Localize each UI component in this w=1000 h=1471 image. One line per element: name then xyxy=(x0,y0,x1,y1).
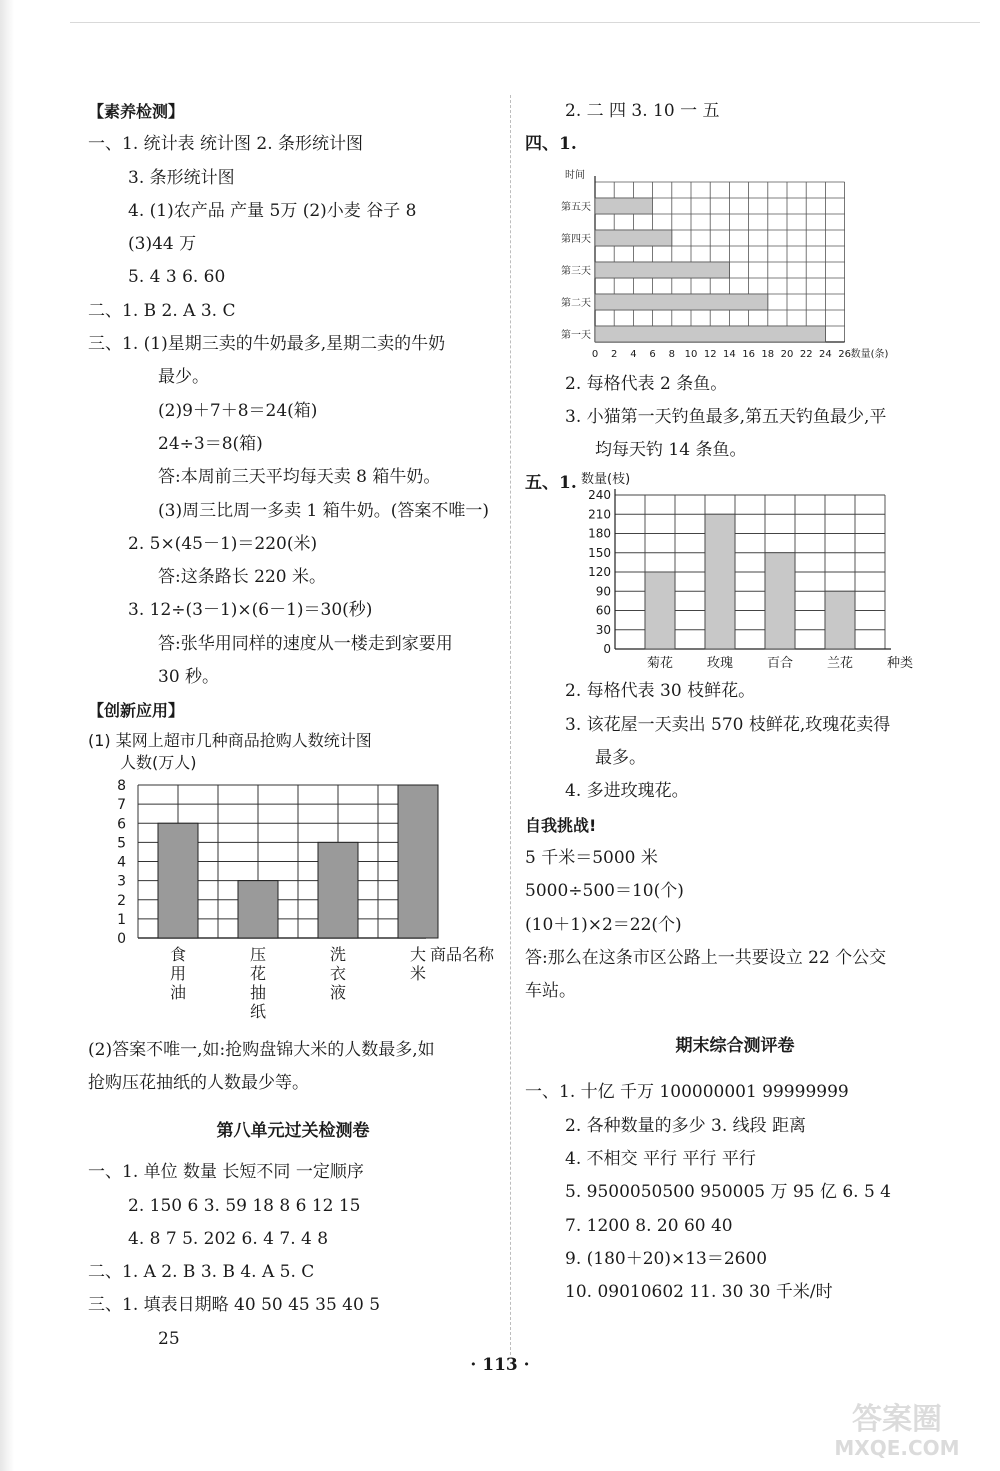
x-tick-label: 玫瑰 xyxy=(706,656,734,672)
x-tick-label-char: 花 xyxy=(249,963,267,983)
answer-line: 【创新应用】 xyxy=(88,701,185,721)
x-tick-label: 兰花 xyxy=(826,656,854,672)
answer-line: 一、1. 单位 数量 长短不同 一定顺序 xyxy=(88,1162,364,1183)
flower-chart xyxy=(525,467,945,675)
right-answers-block-1 xyxy=(525,95,945,162)
page-number: · 113 · xyxy=(470,1355,530,1375)
answer-line: 24÷3＝8(箱) xyxy=(158,433,263,454)
bar-兰花 xyxy=(825,592,855,650)
answer-line: 7. 1200 8. 20 60 40 xyxy=(565,1215,733,1236)
x-tick-label-char: 压 xyxy=(249,944,267,964)
x-axis-label: 种类 xyxy=(887,656,914,672)
answer-line: 最少。 xyxy=(158,367,209,388)
answer-line: (2)9＋7＋8＝24(箱) xyxy=(158,400,318,421)
right-column xyxy=(525,95,945,1310)
answer-line: 三、1. 填表日期略 40 50 45 35 40 5 xyxy=(88,1295,381,1316)
answer-line: 3. 12÷(3－1)×(6－1)＝30(秒) xyxy=(128,600,373,621)
y-tick-label: 8 xyxy=(117,777,126,794)
x-tick-label: 26 xyxy=(838,348,851,360)
y-tick-label: 5 xyxy=(117,835,126,852)
answer-line: 2. 5×(45－1)＝220(米) xyxy=(128,533,318,554)
x-tick-label-char: 洗 xyxy=(329,944,347,964)
left-answers-block-3 xyxy=(88,1156,498,1356)
x-tick-label-char: 油 xyxy=(169,982,187,1002)
answer-line: 30 秒。 xyxy=(158,667,220,688)
answer-line: 4. 不相交 平行 平行 平行 xyxy=(565,1149,756,1170)
y-tick-label: 150 xyxy=(588,546,611,561)
y-tick-label: 240 xyxy=(588,488,611,503)
y-axis-label: 数量(枝) xyxy=(581,472,631,488)
shopping-bar-chart-svg xyxy=(88,728,498,1030)
answer-line: 4. (1)农产品 产量 5万 (2)小麦 谷子 8 xyxy=(128,200,417,221)
answer-line: 2. 150 6 3. 59 18 8 6 12 15 xyxy=(128,1195,361,1216)
y-tick-label: 第三天 xyxy=(561,265,591,277)
answer-line: (3)周三比周一多卖 1 箱牛奶。(答案不唯一) xyxy=(158,500,489,521)
x-tick-label: 10 xyxy=(684,348,698,360)
y-tick-label: 3 xyxy=(117,873,126,890)
right-answers-block-3 xyxy=(525,675,945,1008)
bar-压花抽纸 xyxy=(238,880,278,937)
answer-line: 答:那么在这条市区公路上一共要设立 22 个公交 xyxy=(525,947,887,968)
x-tick-label: 8 xyxy=(668,348,675,360)
x-tick-label: 4 xyxy=(630,348,637,360)
answer-line: 最多。 xyxy=(595,748,646,769)
shopping-chart xyxy=(88,728,498,1030)
y-tick-label: 0 xyxy=(117,930,126,947)
y-tick-label: 4 xyxy=(117,854,126,871)
answer-line: 车站。 xyxy=(525,981,576,1002)
q5-label: 五、1. xyxy=(525,473,577,494)
answer-line: 5. 9500050500 950005 万 95 亿 6. 5 4 xyxy=(565,1182,891,1203)
x-tick-label-char: 米 xyxy=(409,963,427,983)
y-tick-label: 第二天 xyxy=(561,297,591,309)
bar-第四天 xyxy=(595,230,672,246)
top-rule xyxy=(70,22,980,23)
answer-line: 均每天钓 14 条鱼。 xyxy=(595,440,747,461)
x-tick-label: 22 xyxy=(799,348,813,360)
y-tick-label: 第五天 xyxy=(561,201,591,213)
bar-第五天 xyxy=(595,198,653,214)
answer-line: 一、1. 十亿 千万 100000001 99999999 xyxy=(525,1082,849,1103)
answer-line: 一、1. 统计表 统计图 2. 条形统计图 xyxy=(88,134,364,155)
x-tick-label: 6 xyxy=(649,348,656,360)
flower-bar-chart-svg xyxy=(525,467,945,675)
x-tick-label-char: 用 xyxy=(169,963,187,983)
y-tick-label: 0 xyxy=(603,642,611,657)
x-tick-label-char: 大 xyxy=(409,944,427,964)
answer-line: 【素养检测】 xyxy=(88,102,185,121)
scan-edge-shadow xyxy=(0,0,14,1471)
final-exam-title: 期末综合测评卷 xyxy=(675,1036,795,1057)
answer-line: 答:张华用同样的速度从一楼走到家要用 xyxy=(158,633,453,654)
x-tick-label: 24 xyxy=(819,348,832,360)
x-tick-label-char: 食 xyxy=(169,944,187,964)
watermark-logo xyxy=(812,1391,982,1461)
x-tick-label: 12 xyxy=(703,348,717,360)
answer-line: 三、1. (1)星期三卖的牛奶最多,星期二卖的牛奶 xyxy=(88,334,446,355)
answer-line: 答:这条路长 220 米。 xyxy=(158,567,326,588)
answer-line: 四、1. xyxy=(525,134,577,155)
fishing-chart xyxy=(525,162,945,368)
x-tick-label: 20 xyxy=(780,348,794,360)
y-tick-label: 210 xyxy=(588,507,611,522)
answer-line: 二、1. B 2. A 3. C xyxy=(88,300,236,321)
bar-第二天 xyxy=(595,294,768,310)
answer-line: 3. 该花屋一天卖出 570 枝鲜花,玫瑰花卖得 xyxy=(565,714,891,735)
y-tick-label: 7 xyxy=(117,796,126,813)
answer-line: 自我挑战! xyxy=(525,815,597,835)
left-answers-block-2 xyxy=(88,1034,498,1101)
y-tick-label: 1 xyxy=(117,911,126,928)
x-axis-label: 数量(条) xyxy=(850,348,889,360)
answer-line: 抢购压花抽纸的人数最少等。 xyxy=(88,1072,309,1093)
y-tick-label: 6 xyxy=(117,815,126,832)
answer-line: 2. 每格代表 2 条鱼。 xyxy=(565,373,728,394)
answer-line: 25 xyxy=(158,1328,180,1349)
answer-line: 10. 09010602 11. 30 30 千米/时 xyxy=(565,1282,833,1303)
answer-line: 5000÷500＝10(个) xyxy=(525,881,684,902)
answer-line: 答:本周前三天平均每天卖 8 箱牛奶。 xyxy=(158,467,441,488)
bar-第一天 xyxy=(595,326,825,342)
x-tick-label: 2 xyxy=(611,348,618,360)
y-tick-label: 180 xyxy=(588,526,611,541)
y-tick-label: 120 xyxy=(588,565,611,580)
x-tick-label: 0 xyxy=(591,348,599,360)
left-column xyxy=(88,95,498,1356)
bar-百合 xyxy=(765,553,795,649)
x-tick-label: 百合 xyxy=(766,656,794,672)
bar-洗衣液 xyxy=(318,842,358,938)
answer-line: (2)答案不唯一,如:抢购盘锦大米的人数最多,如 xyxy=(88,1039,435,1060)
x-tick-label: 14 xyxy=(723,348,736,360)
x-tick-label-char: 衣 xyxy=(329,963,347,983)
x-tick-label: 16 xyxy=(742,348,755,360)
bar-大米 xyxy=(398,785,438,938)
left-answers-block-1 xyxy=(88,95,498,728)
answer-line: 4. 多进玫瑰花。 xyxy=(565,781,689,802)
column-divider xyxy=(510,95,511,1355)
answer-line: 4. 8 7 5. 202 6. 4 7. 4 8 xyxy=(128,1228,329,1249)
watermark-text-main: 答案圈 xyxy=(852,1402,942,1437)
y-tick-label: 2 xyxy=(117,892,126,909)
right-answers-block-4 xyxy=(525,1076,945,1309)
x-tick-label: 18 xyxy=(761,348,775,360)
fishing-bar-chart-svg xyxy=(525,162,945,368)
answer-line: 5. 4 3 6. 60 xyxy=(128,267,226,288)
answer-line: (3)44 万 xyxy=(128,234,197,255)
chart-title: (1) 某网上超市几种商品抢购人数统计图 xyxy=(88,730,372,750)
y-tick-label: 60 xyxy=(595,603,611,618)
y-tick-label: 第四天 xyxy=(561,233,591,245)
watermark-text-url: MXQE.COM xyxy=(834,1436,960,1460)
bar-第三天 xyxy=(595,262,729,278)
answer-line: (10＋1)×2＝22(个) xyxy=(525,914,682,935)
x-tick-label-char: 纸 xyxy=(249,1001,267,1021)
bar-玫瑰 xyxy=(705,515,735,650)
answer-line: 2. 每格代表 30 枝鲜花。 xyxy=(565,681,756,702)
bar-食用油 xyxy=(158,823,198,938)
unit8-title: 第八单元过关检测卷 xyxy=(216,1121,370,1142)
right-answers-block-2 xyxy=(525,368,945,468)
x-tick-label: 菊花 xyxy=(646,656,674,672)
answer-line: 3. 小猫第一天钓鱼最多,第五天钓鱼最少,平 xyxy=(565,406,887,427)
y-tick-label: 第一天 xyxy=(561,329,591,341)
y-axis-label: 人数(万人) xyxy=(120,752,197,772)
x-axis-label: 商品名称 xyxy=(430,944,495,964)
answer-line: 二、1. A 2. B 3. B 4. A 5. C xyxy=(88,1262,315,1283)
answer-line: 3. 条形统计图 xyxy=(128,167,235,188)
answer-line: 2. 二 四 3. 10 一 五 xyxy=(565,101,720,121)
x-tick-label-char: 液 xyxy=(329,982,347,1002)
y-tick-label: 30 xyxy=(595,623,611,638)
answer-line: 5 千米＝5000 米 xyxy=(525,847,658,868)
y-tick-label: 90 xyxy=(595,584,611,599)
y-axis-label: 时间 xyxy=(565,169,585,181)
x-tick-label-char: 抽 xyxy=(249,982,267,1002)
answer-line: 2. 各种数量的多少 3. 线段 距离 xyxy=(565,1115,807,1136)
bar-菊花 xyxy=(645,572,675,649)
answer-line: 9. (180＋20)×13＝2600 xyxy=(565,1248,768,1269)
